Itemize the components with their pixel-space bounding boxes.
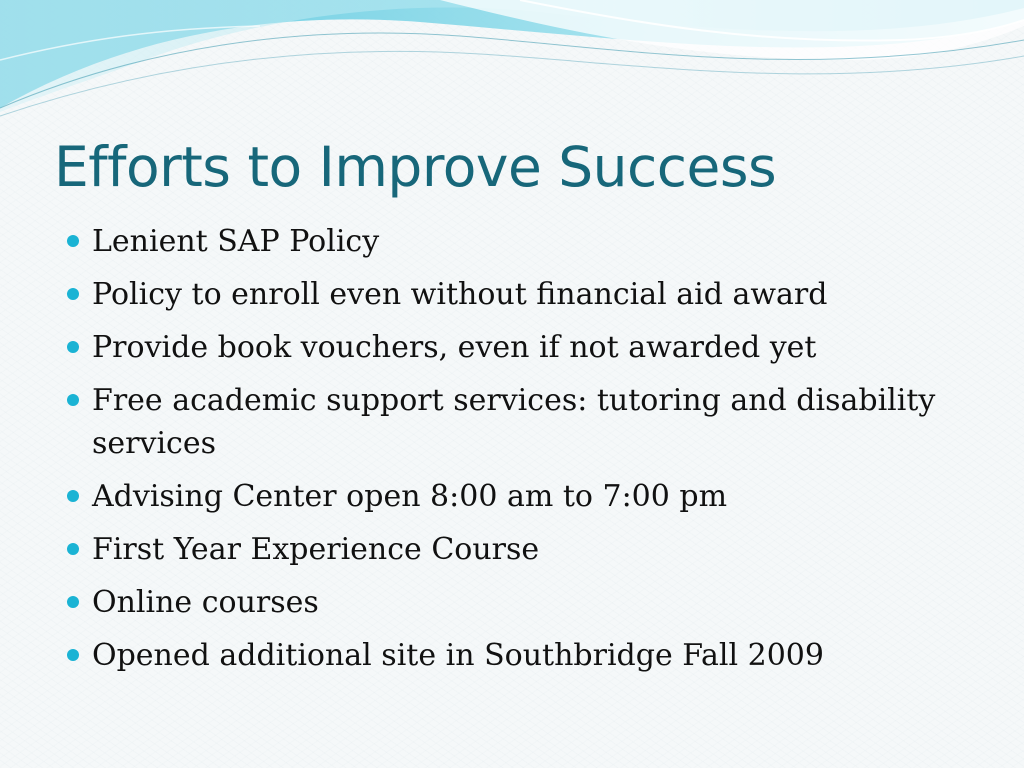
bullet-text: Free academic support services: tutoring and disability services — [92, 383, 936, 461]
bullet-dot-icon — [67, 649, 79, 661]
list-item — [64, 475, 984, 518]
bullet-text: Provide book vouchers, even if not awarded yet — [92, 330, 817, 365]
bullet-text: Advising Center open 8:00 am to 7:00 pm — [92, 479, 728, 514]
slide-title: Efforts to Improve Success — [54, 135, 777, 199]
bullet-dot-icon — [67, 394, 79, 406]
bullet-dot-icon — [67, 341, 79, 353]
list-item — [64, 326, 984, 369]
list-item — [64, 528, 984, 571]
bullet-dot-icon — [67, 490, 79, 502]
list-item — [64, 581, 984, 624]
bullet-text: Lenient SAP Policy — [92, 224, 380, 259]
bullet-list — [64, 220, 984, 687]
list-item — [64, 379, 984, 465]
bullet-text: Online courses — [92, 585, 319, 620]
decorative-wave-banner — [0, 0, 1024, 120]
list-item — [64, 634, 984, 677]
bullet-dot-icon — [67, 235, 79, 247]
bullet-dot-icon — [67, 543, 79, 555]
bullet-text: Policy to enroll even without financial aid award — [92, 277, 828, 312]
bullet-dot-icon — [67, 596, 79, 608]
bullet-text: First Year Experience Course — [92, 532, 540, 567]
bullet-dot-icon — [67, 288, 79, 300]
bullet-text: Opened additional site in Southbridge Fall 2009 — [92, 638, 824, 673]
list-item — [64, 220, 984, 263]
list-item — [64, 273, 984, 316]
